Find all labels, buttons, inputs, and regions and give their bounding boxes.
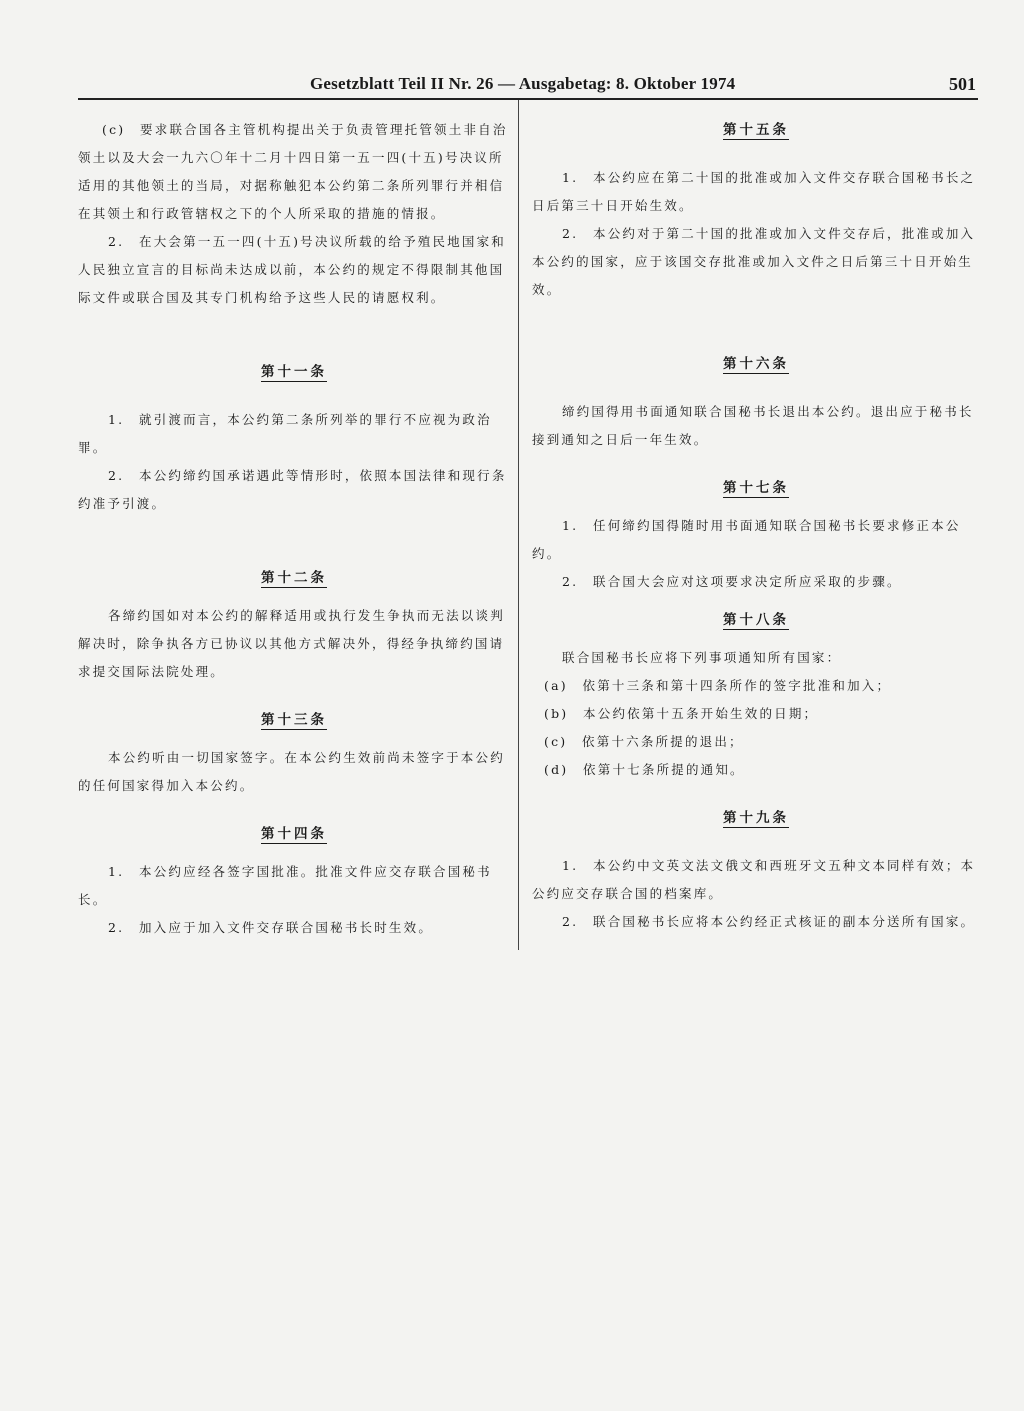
right-column <box>532 116 980 936</box>
article-14-para-2: 2. 加入应于加入文件交存联合国秘书长时生效。 <box>108 920 434 935</box>
article-11-para-2: 2. 本公约缔约国承诺遇此等情形时，依照本国法律和现行条约准予引渡。 <box>78 468 507 511</box>
article-13-para: 本公约听由一切国家签字。在本公约生效前尚未签字于本公约的任何国家得加入本公约。 <box>78 750 505 793</box>
article-15-para-2: 2. 本公约对于第二十国的批准或加入文件交存后，批准或加入本公约的国家，应于该国交存批准或加入文件之日后第三十日开始生效。 <box>532 226 976 297</box>
article-11-para-1: 1. 就引渡而言，本公约第二条所列举的罪行不应视为政治罪。 <box>78 412 492 455</box>
article-18-title: 第十八条 <box>723 612 789 628</box>
paragraph-c: (c) 要求联合国各主管机构提出关于负责管理托管领土非自治领土以及大会一九六〇年十二月十四日第一五一四(十五)号决议所适用的其他领土的当局，对据称触犯本公约第二条所列罪行并相信在其领土和行政管辖权之下的个人所采取的措施的情报。 <box>78 122 508 221</box>
article-18-item-b: (b) 本公约依第十五条开始生效的日期； <box>544 706 819 721</box>
article-17-title: 第十七条 <box>723 480 789 496</box>
paragraph-2: 2. 在大会第一五一四(十五)号决议所载的给予殖民地国家和人民独立宣言的目标尚未达成以前，本公约的规定不得限制其他国际文件或联合国及其专门机构给予这些人民的请愿权利。 <box>78 234 506 305</box>
article-18-item-d: (d) 依第十七条所提的通知。 <box>544 762 745 777</box>
article-14-para-1: 1. 本公约应经各签字国批准。批准文件应交存联合国秘书长。 <box>78 864 492 907</box>
article-18-item-a: (a) 依第十三条和第十四条所作的签字批准和加入； <box>544 678 892 693</box>
article-15-title: 第十五条 <box>723 122 789 138</box>
article-18-intro: 联合国秘书长应将下列事项通知所有国家： <box>562 650 842 665</box>
article-19-para-2: 2. 联合国秘书长应将本公约经正式核证的副本分送所有国家。 <box>562 914 976 929</box>
page-header <box>78 70 978 100</box>
article-19-title: 第十九条 <box>723 810 789 826</box>
article-17-para-1: 1. 任何缔约国得随时用书面通知联合国秘书长要求修正本公约。 <box>532 518 961 561</box>
article-12-title: 第十二条 <box>261 570 327 586</box>
article-15-para-1: 1. 本公约应在第二十国的批准或加入文件交存联合国秘书长之日后第三十日开始生效。 <box>532 170 976 213</box>
page-number: 501 <box>949 74 976 94</box>
gazette-title: Gesetzblatt Teil II Nr. 26 — Ausgabetag: 8. Oktober 1974 <box>310 74 736 93</box>
article-16-para: 缔约国得用书面通知联合国秘书长退出本公约。退出应于秘书长接到通知之日后一年生效。 <box>532 404 974 447</box>
article-12-para: 各缔约国如对本公约的解释适用或执行发生争执而无法以谈判解决时，除争执各方已协议以其他方式解决外，得经争执缔约国请求提交国际法院处理。 <box>78 608 505 679</box>
article-13-title: 第十三条 <box>261 712 327 728</box>
article-14-title: 第十四条 <box>261 826 327 842</box>
left-column <box>78 116 510 942</box>
article-18-item-c: (c) 依第十六条所提的退出； <box>544 734 744 749</box>
article-16-title: 第十六条 <box>723 356 789 372</box>
article-17-para-2: 2. 联合国大会应对这项要求决定所应采取的步骤。 <box>562 574 902 589</box>
article-19-para-1: 1. 本公约中文英文法文俄文和西班牙文五种文本同样有效；本公约应交存联合国的档案库。 <box>532 858 976 901</box>
column-divider <box>518 100 519 950</box>
article-11-title: 第十一条 <box>261 364 327 380</box>
